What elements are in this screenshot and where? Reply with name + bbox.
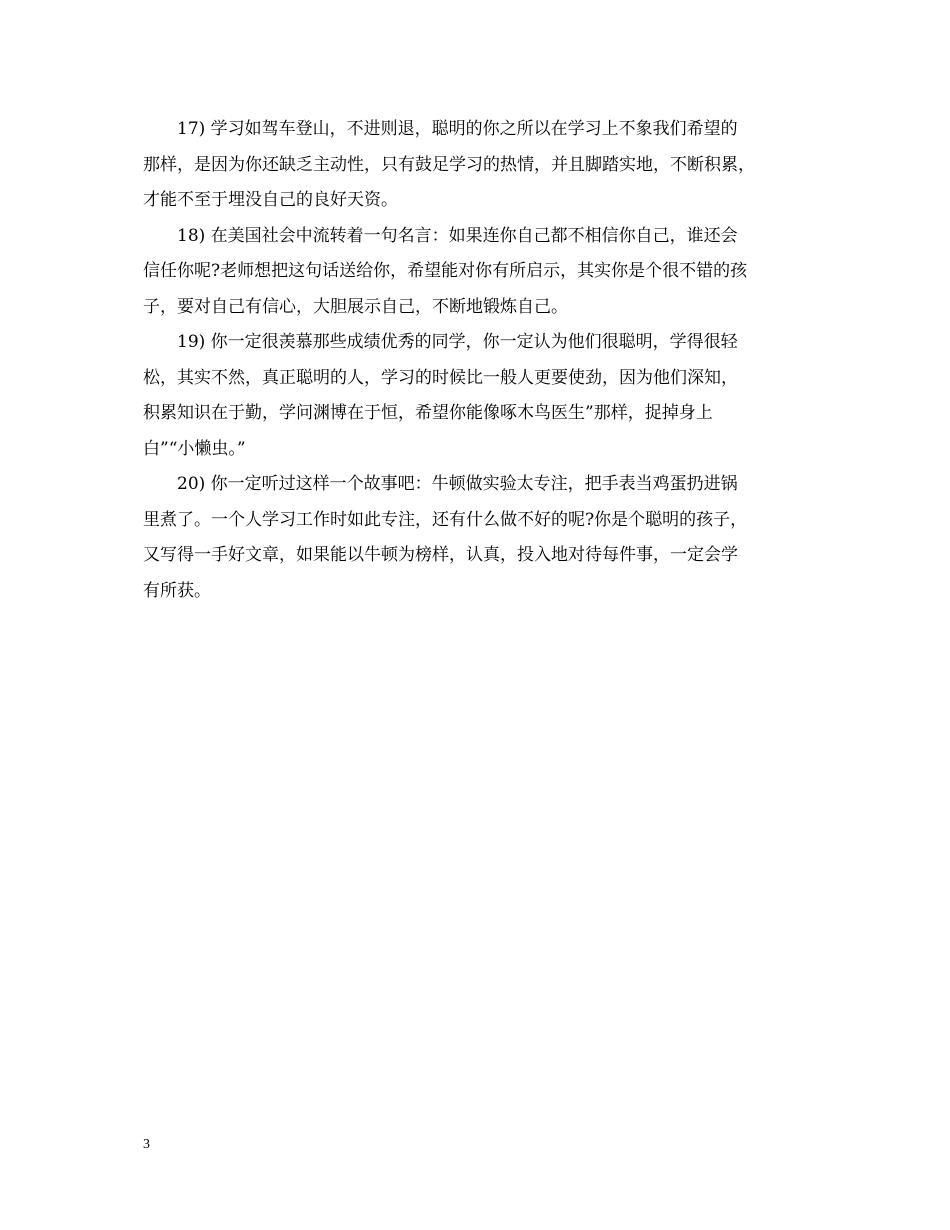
paragraph-line: 积累知识在于勤，学问渊博在于恒，希望你能像啄木鸟医生”那样，捉掉身上 <box>143 403 713 423</box>
document-body <box>143 112 823 609</box>
paragraph-line: 那样，是因为你还缺乏主动性，只有鼓足学习的热情，并且脚踏实地，不断积累， <box>143 154 755 175</box>
paragraph-17 <box>143 112 823 219</box>
paragraph-19 <box>143 325 823 467</box>
paragraph-line: 20) 你一定听过这样一个故事吧：牛顿做实验太专注，把手表当鸡蛋扔进锅 <box>177 474 738 494</box>
paragraph-line: 子，要对自己有信心，大胆展示自己，不断地锻炼自己。 <box>143 296 568 317</box>
paragraph-line: 信任你呢?老师想把这句话送给你，希望能对你有所启示，其实你是个很不错的孩 <box>143 261 748 281</box>
paragraph-18 <box>143 219 823 326</box>
paragraph-line: 18) 在美国社会中流转着一句名言：如果连你自己都不相信你自己，谁还会 <box>177 225 738 246</box>
paragraph-line: 里煮了。一个人学习工作时如此专注，还有什么做不好的呢?你是个聪明的孩子， <box>143 509 748 530</box>
paragraph-20 <box>143 467 823 609</box>
paragraph-line: 19) 你一定很羡慕那些成绩优秀的同学，你一定认为他们很聪明，学得很轻 <box>177 332 738 352</box>
paragraph-line: 17) 学习如驾车登山，不进则退，聪明的你之所以在学习上不象我们希望的 <box>177 119 738 139</box>
paragraph-line: 松，其实不然，真正聪明的人，学习的时候比一般人更要使劲，因为他们深知， <box>143 367 738 388</box>
page-number: 3 <box>143 1137 150 1152</box>
paragraph-line: 白”“小懒虫。” <box>143 438 246 459</box>
paragraph-line: 又写得一手好文章，如果能以牛顿为榜样，认真，投入地对待每件事，一定会学 <box>143 545 738 565</box>
paragraph-line: 有所获。 <box>143 580 211 601</box>
paragraph-line: 才能不至于埋没自己的良好天资。 <box>143 190 398 210</box>
